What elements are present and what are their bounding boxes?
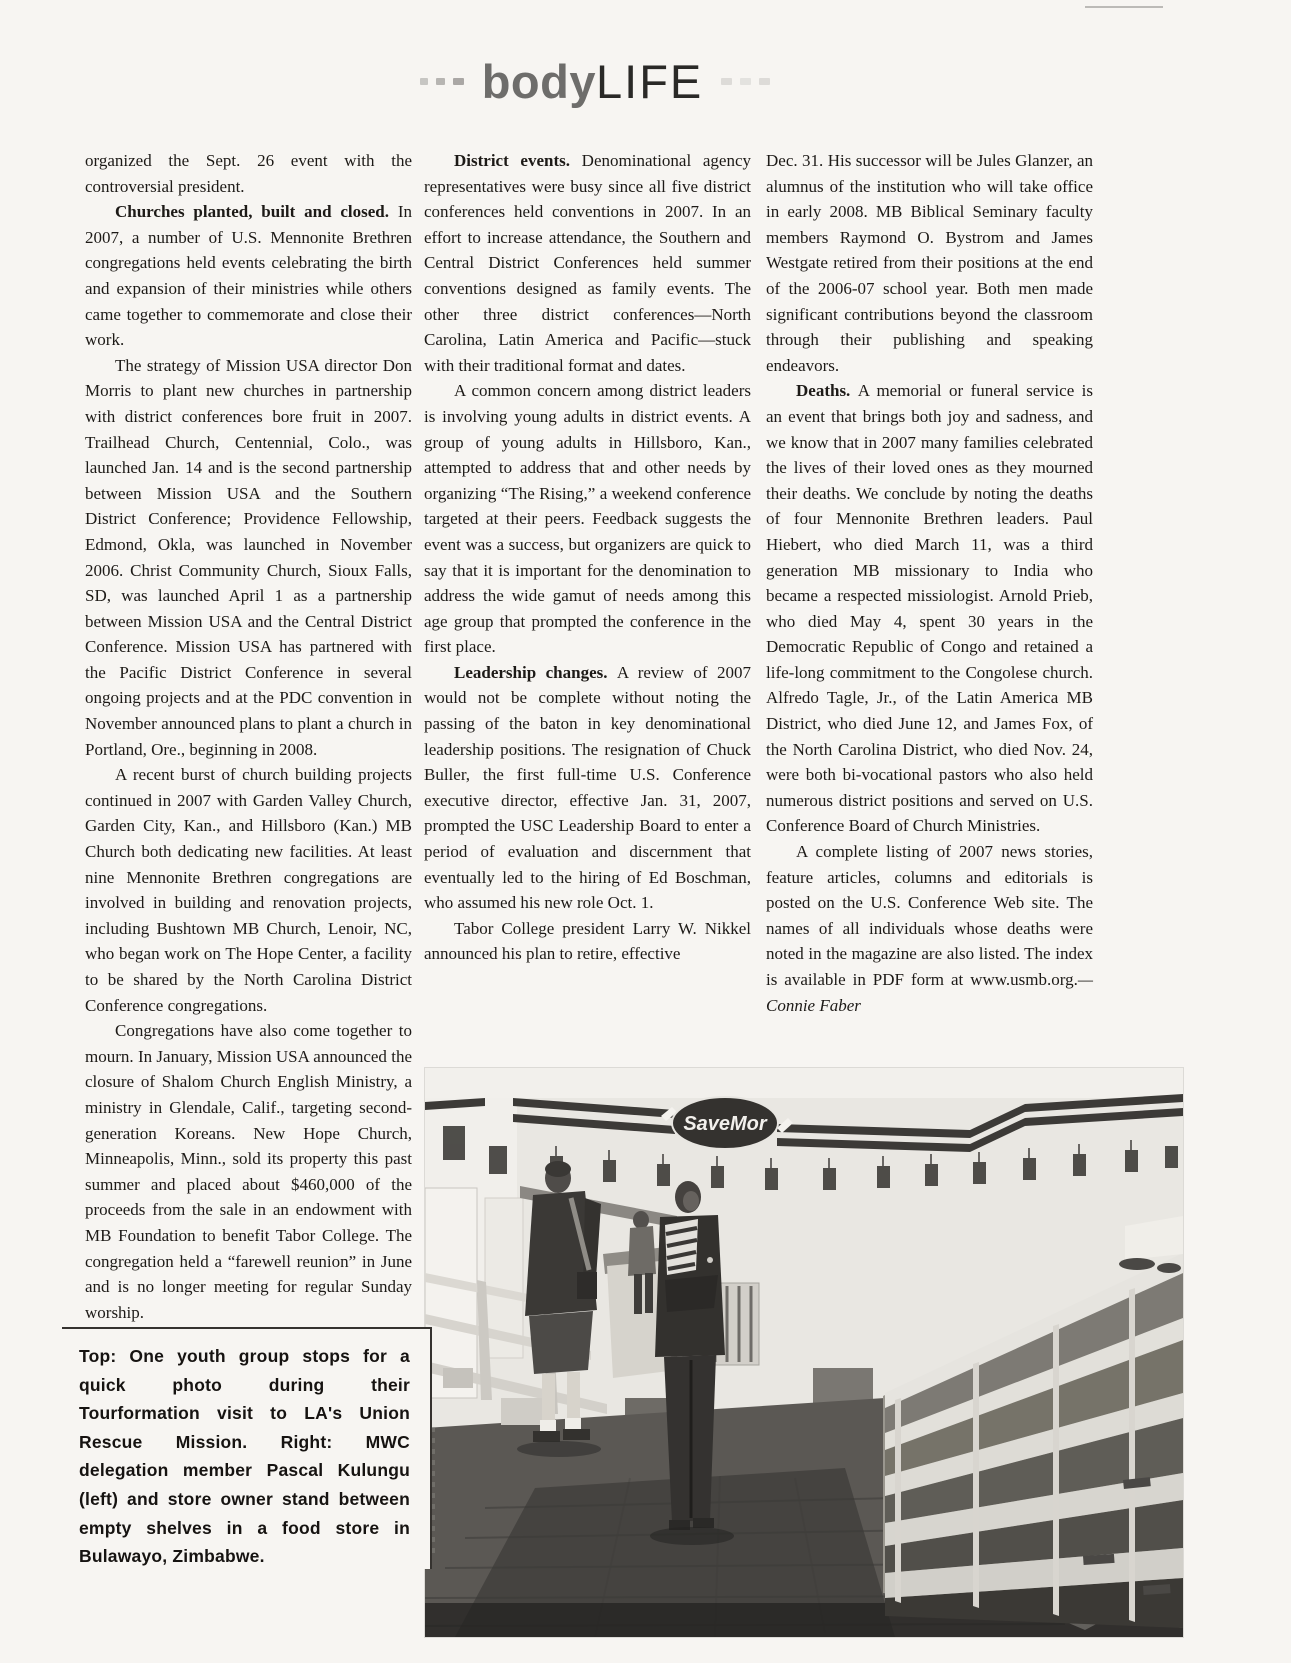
brand-body-text: body xyxy=(481,55,596,108)
savemor-sign-text: SaveMor xyxy=(683,1113,767,1135)
paragraph: A common concern among district leaders is involving young adults in district events. A group of young adults in Hillsboro, Kan., attempted to address that and other needs by organizing “The Rising,” a weekend conference targeted at their peers. Feedback suggests the event was a success, but organizers are quick to say that it is important for the denomination to address the wide gamut of needs among this age group that prompted the conference in the first place. xyxy=(424,381,751,657)
store-photo-art xyxy=(425,1068,1183,1637)
header-ornament-left xyxy=(416,73,468,91)
page-header xyxy=(0,55,1190,108)
savemor-sign xyxy=(672,1097,778,1149)
scan-artifact-line xyxy=(1085,6,1163,8)
paragraph: Churches planted, built and closed. In 2007, a number of U.S. Mennonite Brethren congregations held events celebrating the birth and expansion of their ministries while others came together to commemorate and close their work. xyxy=(85,202,412,350)
paragraph: A complete listing of 2007 news stories, feature articles, columns and editorials is posted on the U.S. Conference Web site. The names of all individuals whose deaths were noted in the magazine are also listed. The index is available in PDF form at www.usmb.org.—Connie Faber xyxy=(766,842,1093,1015)
store-photo xyxy=(425,1068,1183,1637)
text-column-2 xyxy=(424,148,751,967)
header-ornament-right xyxy=(717,73,774,91)
page-title xyxy=(481,55,704,108)
paragraph: Congregations have also come together to mourn. In January, Mission USA announced the closure of Shalom Church English Ministry, a ministry in Glendale, Calif., targeting second-generation Koreans. New Hope Church, Minneapolis, Minn., sold its property this past summer and placed about $460,000 of the proceeds from the sale in an endowment with MB Foundation to benefit Tabor College. The congregation held a “farewell reunion” in June and is no longer meeting for regular Sunday worship. xyxy=(85,1021,412,1322)
brand-life-text: LIFE xyxy=(596,55,704,108)
paragraph: Deaths. A memorial or funeral service is an event that brings both joy and sadness, and we know that in 2007 many families celebrated the lives of their loved ones as they mourned their deaths. We conclude by noting the deaths of four Mennonite Brethren leaders. Paul Hiebert, who died March 11, was a third generation MB missionary to India who became a respected missiologist. Arnold Prieb, who died May 4, spent 30 years in the Democratic Republic of Congo and retained a life-long commitment to the Congolese church. Alfredo Tagle, Jr., of the Latin America MB District, who died June 12, and James Fox, of the North Carolina District, who died Nov. 24, were both bi-vocational pastors who also held numerous district positions and served on U.S. Conference Board of Church Ministries. xyxy=(766,381,1093,836)
paragraph: A recent burst of church building projects continued in 2007 with Garden Valley Church, Garden City, Kan., and Hillsboro (Kan.) MB Church both dedicating new facilities. At least nine Mennonite Brethren congregations are involved in building and renovation projects, including Bushtown MB Church, Lenoir, NC, who began work on The Hope Center, a facility to be shared by the North Carolina District Conference congregations. xyxy=(85,765,412,1015)
paragraph: District events. Denominational agency representatives were busy since all five district conferences held conventions in 2007. In an effort to increase attendance, the Southern and Central District Conferences held summer conventions designed as family events. The other three district conferences—North Carolina, Latin America and Pacific—stuck with their traditional format and dates. xyxy=(424,151,752,375)
text-column-1 xyxy=(85,148,412,1325)
paragraph: Dec. 31. His successor will be Jules Glanzer, an alumnus of the institution who will take office in early 2008. MB Biblical Seminary faculty members Raymond O. Bystrom and James Westgate retired from their positions at the end of the 2006-07 school year. Both men made significant contributions beyond the classroom through their publishing and speaking endeavors. xyxy=(766,151,1093,375)
photo-caption-box xyxy=(62,1327,432,1569)
paragraph: Tabor College president Larry W. Nikkel announced his plan to retire, effective xyxy=(424,918,751,964)
paragraph: The strategy of Mission USA director Don Morris to plant new churches in partnership with district conferences bore fruit in 2007. Trailhead Church, Centennial, Colo., was launched Jan. 14 and is the second partnership between Mission USA and the Southern District Conference; Providence Fellowship, Edmond, Okla, was launched in November 2006. Christ Community Church, Sioux Falls, SD, was launched April 1 as a partnership between Mission USA and the Central District Conference. Mission USA has partnered with the Pacific District Conference in several ongoing projects and at the PDC convention in November announced plans to plant a church in Portland, Ore., beginning in 2008. xyxy=(85,355,412,759)
paragraph: Leadership changes. A review of 2007 would not be complete without noting the passing of the baton in key denominational leadership positions. The resignation of Chuck Buller, the first full-time U.S. Conference executive director, effective Jan. 31, 2007, prompted the USC Leadership Board to enter a period of evaluation and discernment that eventually led to the hiring of Ed Boschman, who assumed his new role Oct. 1. xyxy=(424,662,751,913)
photo-caption: Top: One youth group stops for a quick photo during their Tourformation visit to LA's Union Rescue Mission. Right: MWC delegation member Pascal Kulungu (left) and store owner stand between empty shelves in a food store in Bulawayo, Zimbabwe. xyxy=(79,1346,410,1567)
text-column-3 xyxy=(766,148,1093,1018)
striped-scarf xyxy=(665,1219,698,1275)
paragraph: organized the Sept. 26 event with the controversial president. xyxy=(85,151,412,196)
